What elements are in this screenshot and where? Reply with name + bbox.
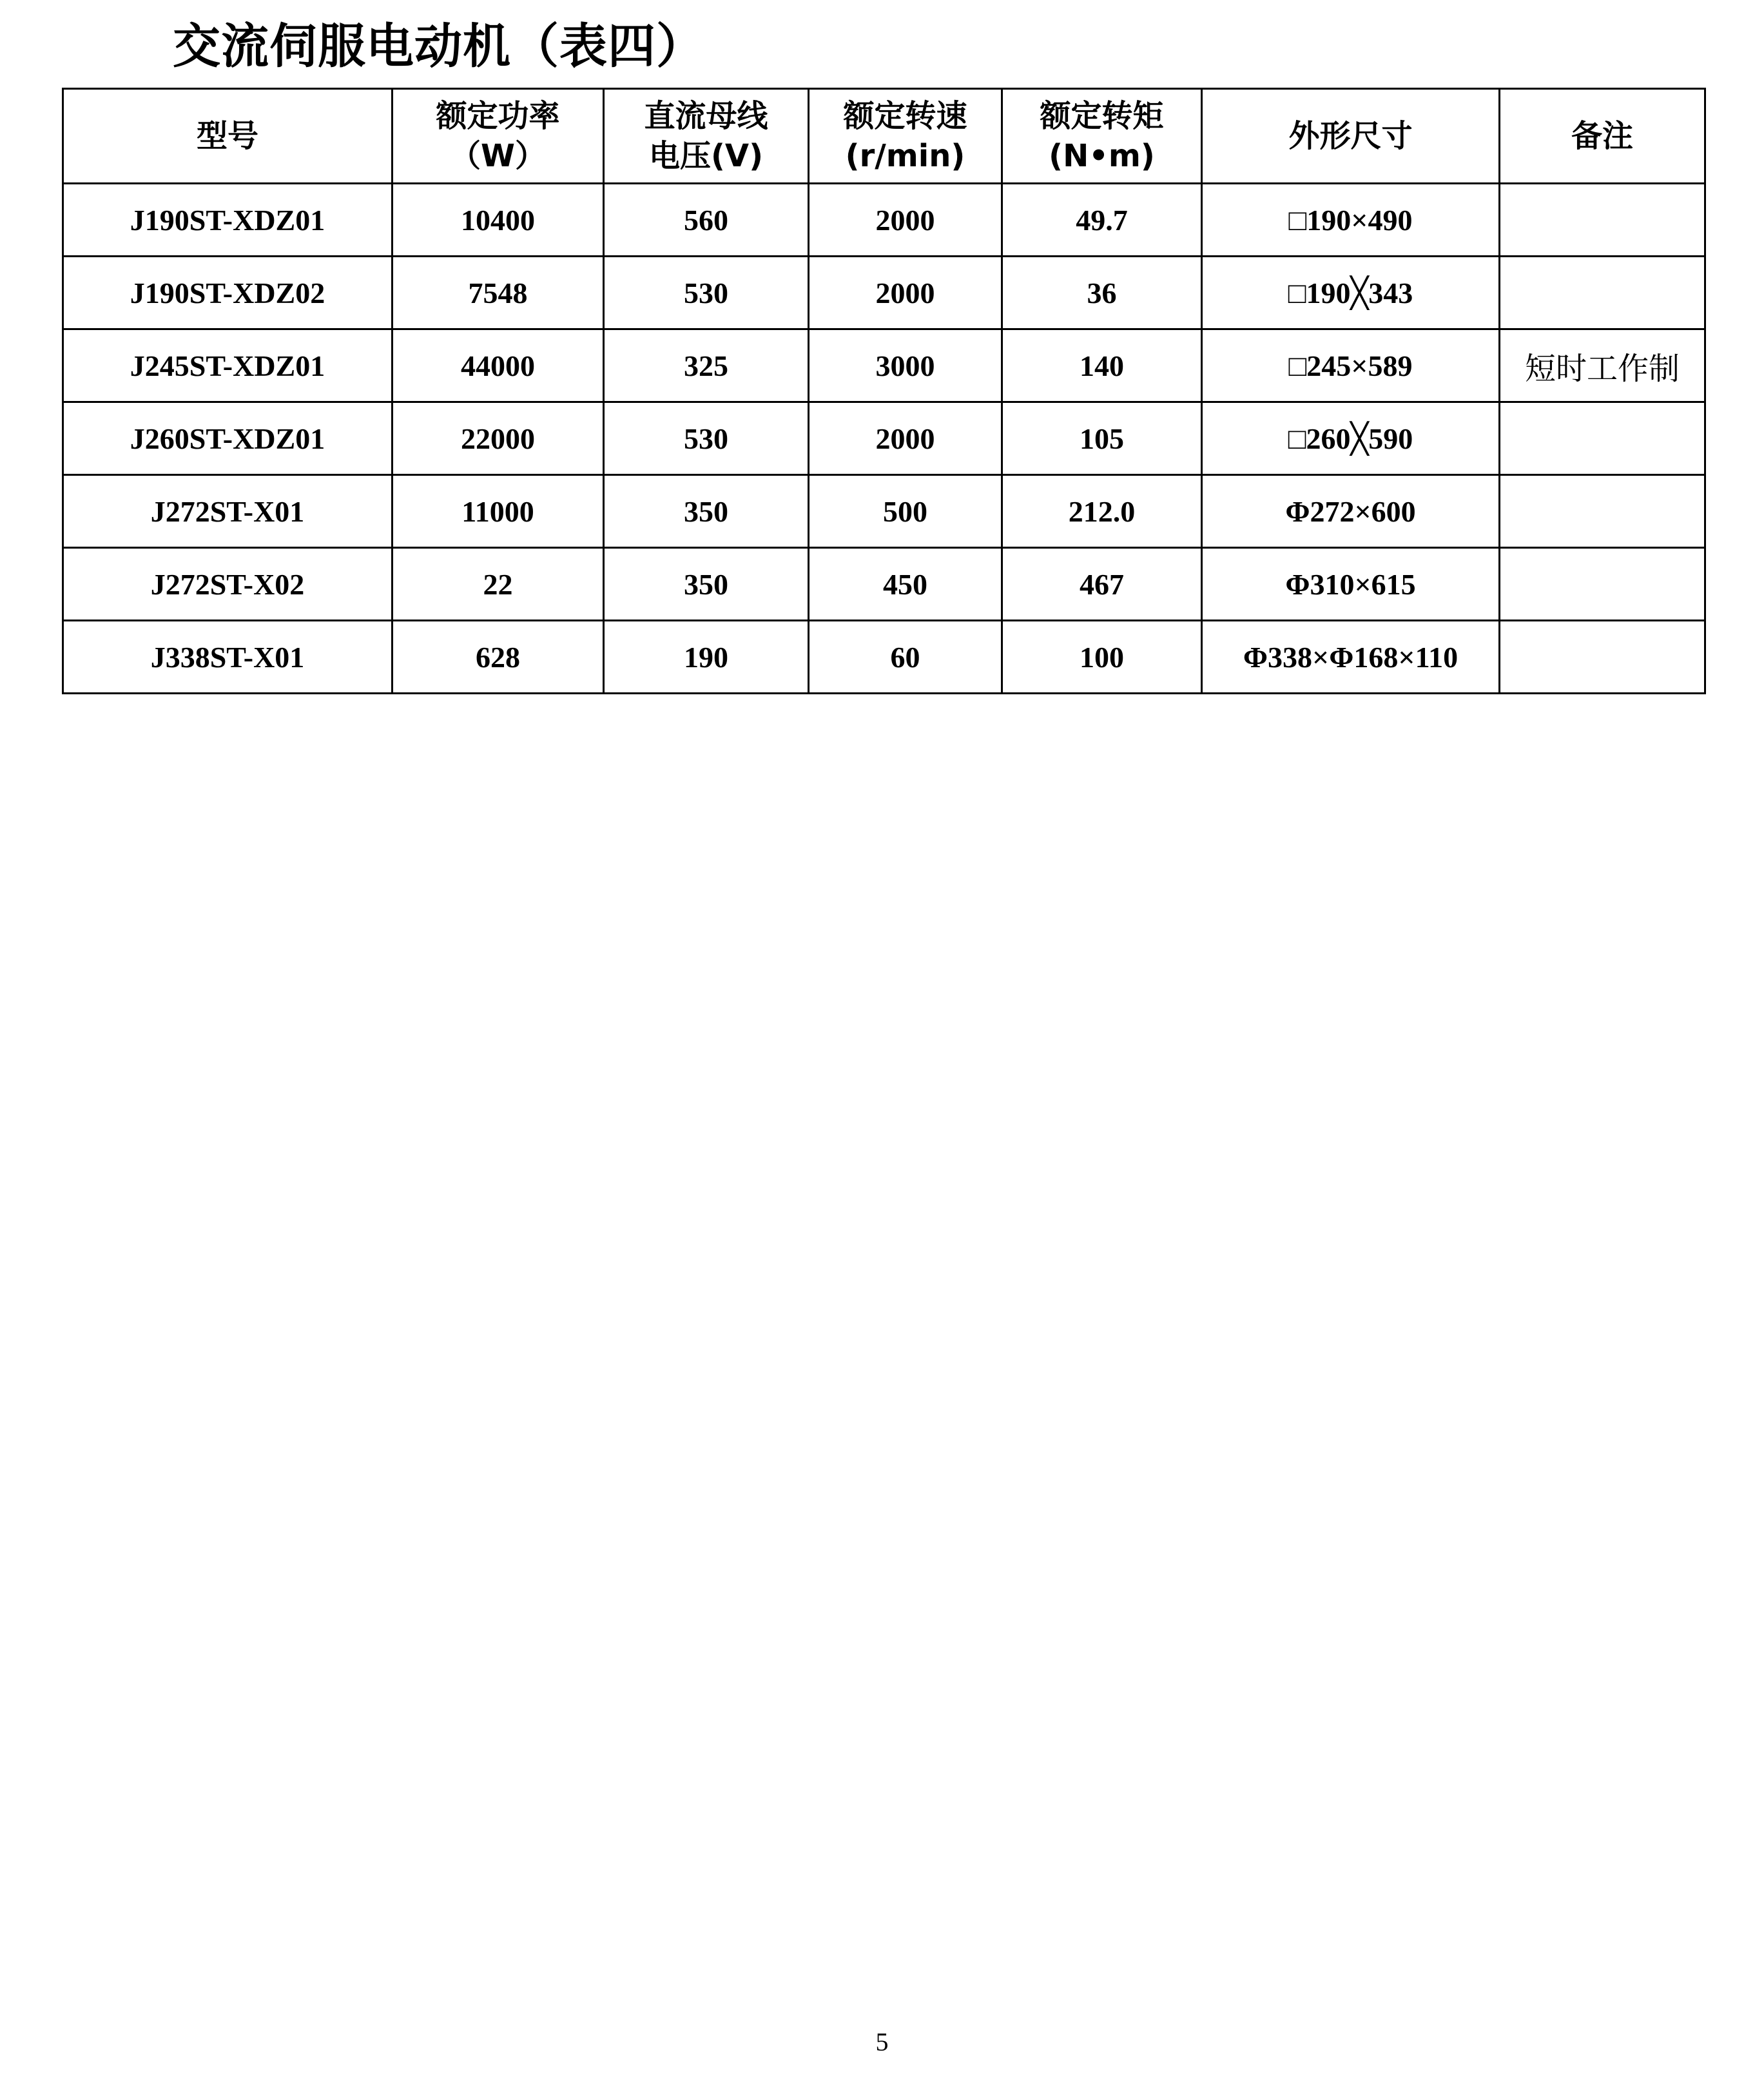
- cell-dimensions: Φ272×600: [1202, 475, 1500, 548]
- header-dc-bus-voltage: [604, 89, 809, 184]
- cell-voltage: 350: [604, 475, 809, 548]
- header-dimensions: [1202, 89, 1500, 184]
- cell-note: [1500, 548, 1705, 621]
- header-rated-speed: [809, 89, 1002, 184]
- cell-dimensions: □190╳343: [1202, 257, 1500, 329]
- table-row: [63, 402, 1705, 475]
- header-rated-speed-unit: (r/min): [845, 138, 965, 174]
- cell-note: [1500, 257, 1705, 329]
- cell-model: J272ST-X01: [63, 475, 393, 548]
- cell-torque: 467: [1002, 548, 1202, 621]
- cell-dimensions: Φ310×615: [1202, 548, 1500, 621]
- cell-dimensions: □245×589: [1202, 329, 1500, 402]
- cell-note: [1500, 184, 1705, 257]
- cell-torque: 49.7: [1002, 184, 1202, 257]
- cell-dimensions: Φ338×Φ168×110: [1202, 621, 1500, 694]
- cell-voltage: 350: [604, 548, 809, 621]
- header-rated-power: [393, 89, 604, 184]
- cell-note: [1500, 402, 1705, 475]
- cell-speed: 2000: [809, 257, 1002, 329]
- header-rated-torque-unit: (N•m): [1049, 138, 1155, 174]
- header-notes: [1500, 89, 1705, 184]
- cell-torque: 36: [1002, 257, 1202, 329]
- cell-dimensions: □260╳590: [1202, 402, 1500, 475]
- table-row: [63, 475, 1705, 548]
- cell-voltage: 530: [604, 402, 809, 475]
- cell-note: 短时工作制: [1500, 329, 1705, 402]
- cell-note: [1500, 621, 1705, 694]
- header-rated-torque-label: 额定转矩: [1040, 98, 1164, 134]
- table-row: [63, 184, 1705, 257]
- cell-voltage: 530: [604, 257, 809, 329]
- header-rated-torque: [1002, 89, 1202, 184]
- cell-power: 10400: [393, 184, 604, 257]
- cell-model: J245ST-XDZ01: [63, 329, 393, 402]
- cell-note: [1500, 475, 1705, 548]
- cell-power: 11000: [393, 475, 604, 548]
- page-title: 交流伺服电动机（表四）: [173, 19, 704, 74]
- page-number: 5: [875, 2027, 889, 2056]
- cell-model: J272ST-X02: [63, 548, 393, 621]
- header-model-label: 型号: [196, 118, 258, 154]
- cell-voltage: 325: [604, 329, 809, 402]
- cell-dimensions: □190×490: [1202, 184, 1500, 257]
- cell-power: 628: [393, 621, 604, 694]
- header-rated-power-label: 额定功率: [436, 98, 560, 134]
- cell-speed: 2000: [809, 402, 1002, 475]
- header-rated-power-unit: （W）: [450, 138, 546, 174]
- cell-model: J190ST-XDZ01: [63, 184, 393, 257]
- cell-power: 22000: [393, 402, 604, 475]
- table-row: [63, 621, 1705, 694]
- cell-torque: 212.0: [1002, 475, 1202, 548]
- cell-model: J190ST-XDZ02: [63, 257, 393, 329]
- table-row: [63, 329, 1705, 402]
- cell-torque: 140: [1002, 329, 1202, 402]
- cell-voltage: 560: [604, 184, 809, 257]
- cell-torque: 100: [1002, 621, 1202, 694]
- header-model: [63, 89, 393, 184]
- cell-power: 44000: [393, 329, 604, 402]
- table-row: [63, 548, 1705, 621]
- header-rated-speed-label: 额定转速: [843, 98, 967, 134]
- servo-motor-spec-table: [62, 88, 1706, 694]
- cell-speed: 2000: [809, 184, 1002, 257]
- header-dc-bus-voltage-unit: 电压(V): [648, 138, 764, 174]
- cell-speed: 500: [809, 475, 1002, 548]
- cell-power: 22: [393, 548, 604, 621]
- cell-speed: 60: [809, 621, 1002, 694]
- cell-power: 7548: [393, 257, 604, 329]
- table-row: [63, 257, 1705, 329]
- header-notes-label: 备注: [1571, 118, 1633, 154]
- cell-model: J260ST-XDZ01: [63, 402, 393, 475]
- header-dimensions-label: 外形尺寸: [1288, 118, 1413, 154]
- header-dc-bus-voltage-label: 直流母线: [644, 98, 768, 134]
- cell-speed: 450: [809, 548, 1002, 621]
- cell-torque: 105: [1002, 402, 1202, 475]
- cell-model: J338ST-X01: [63, 621, 393, 694]
- cell-speed: 3000: [809, 329, 1002, 402]
- table-header-row: [63, 89, 1705, 184]
- cell-voltage: 190: [604, 621, 809, 694]
